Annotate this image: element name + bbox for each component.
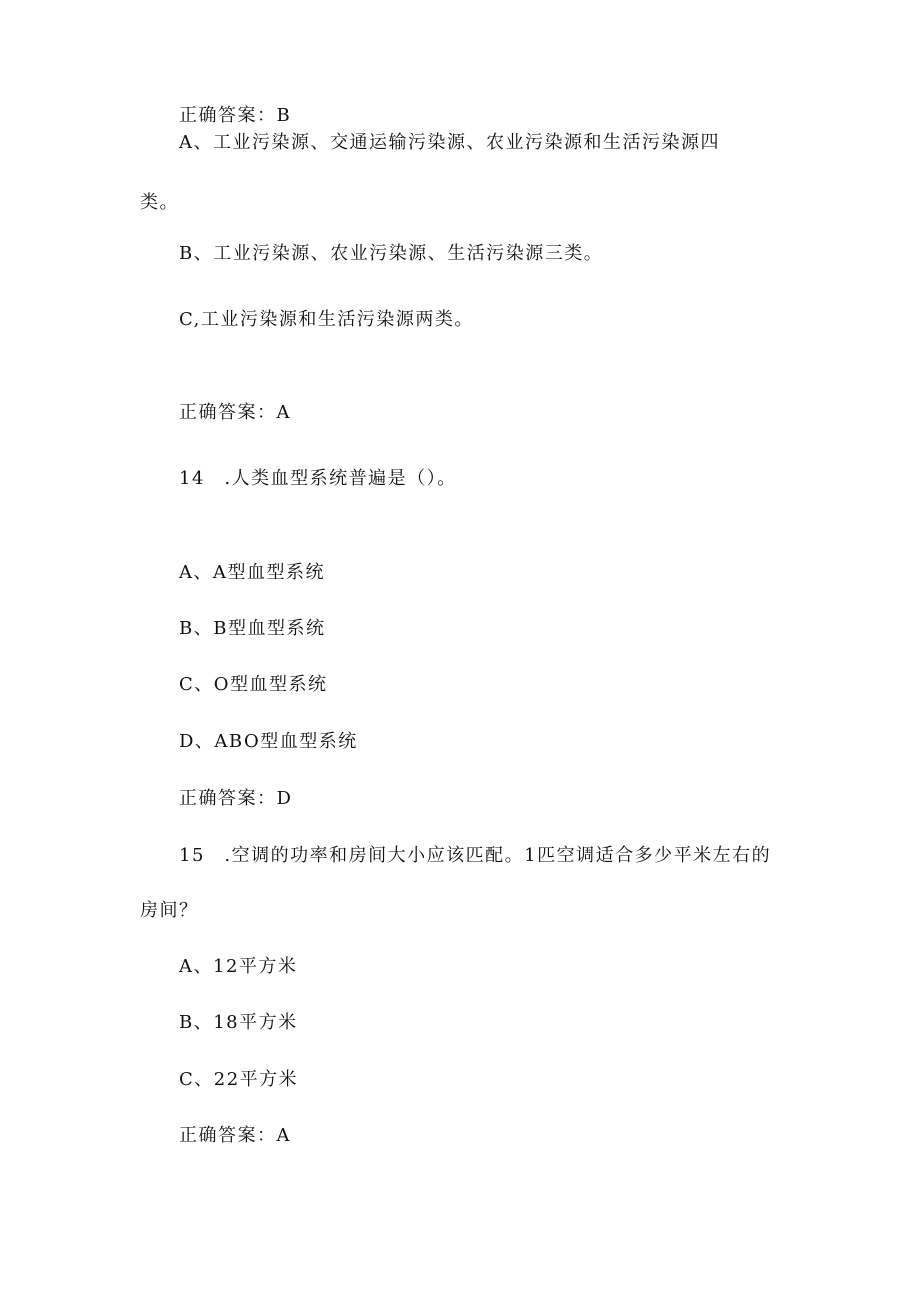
option-c: C,工业污染源和生活污染源两类。 xyxy=(179,309,474,330)
question-15-line1: 15 .空调的功率和房间大小应该匹配。1匹空调适合多少平米左右的 xyxy=(179,845,772,866)
question-15-line2: 房间？ xyxy=(140,900,199,921)
q15-option-b: B、18平方米 xyxy=(179,1012,298,1033)
option-a-line1: A、工业污染源、交通运输污染源、农业污染源和生活污染源四 xyxy=(179,132,720,153)
answer-line: 正确答案：B xyxy=(179,105,292,126)
q15-option-c: C、22平方米 xyxy=(179,1069,299,1090)
q15-answer: 正确答案：A xyxy=(179,1125,291,1146)
q14-option-a: A、A型血型系统 xyxy=(179,562,325,583)
q14-answer: 正确答案：D xyxy=(179,788,293,809)
q14-option-b: B、B型血型系统 xyxy=(179,618,326,639)
q14-option-d: D、ABO型血型系统 xyxy=(179,731,358,752)
answer-line: 正确答案：A xyxy=(179,402,291,423)
q14-option-c: C、O型血型系统 xyxy=(179,674,328,695)
option-b: B、工业污染源、农业污染源、生活污染源三类。 xyxy=(179,243,604,264)
option-a-line2: 类。 xyxy=(140,192,179,213)
q15-option-a: A、12平方米 xyxy=(179,956,298,977)
question-14: 14 .人类血型系统普遍是（）。 xyxy=(179,468,457,489)
